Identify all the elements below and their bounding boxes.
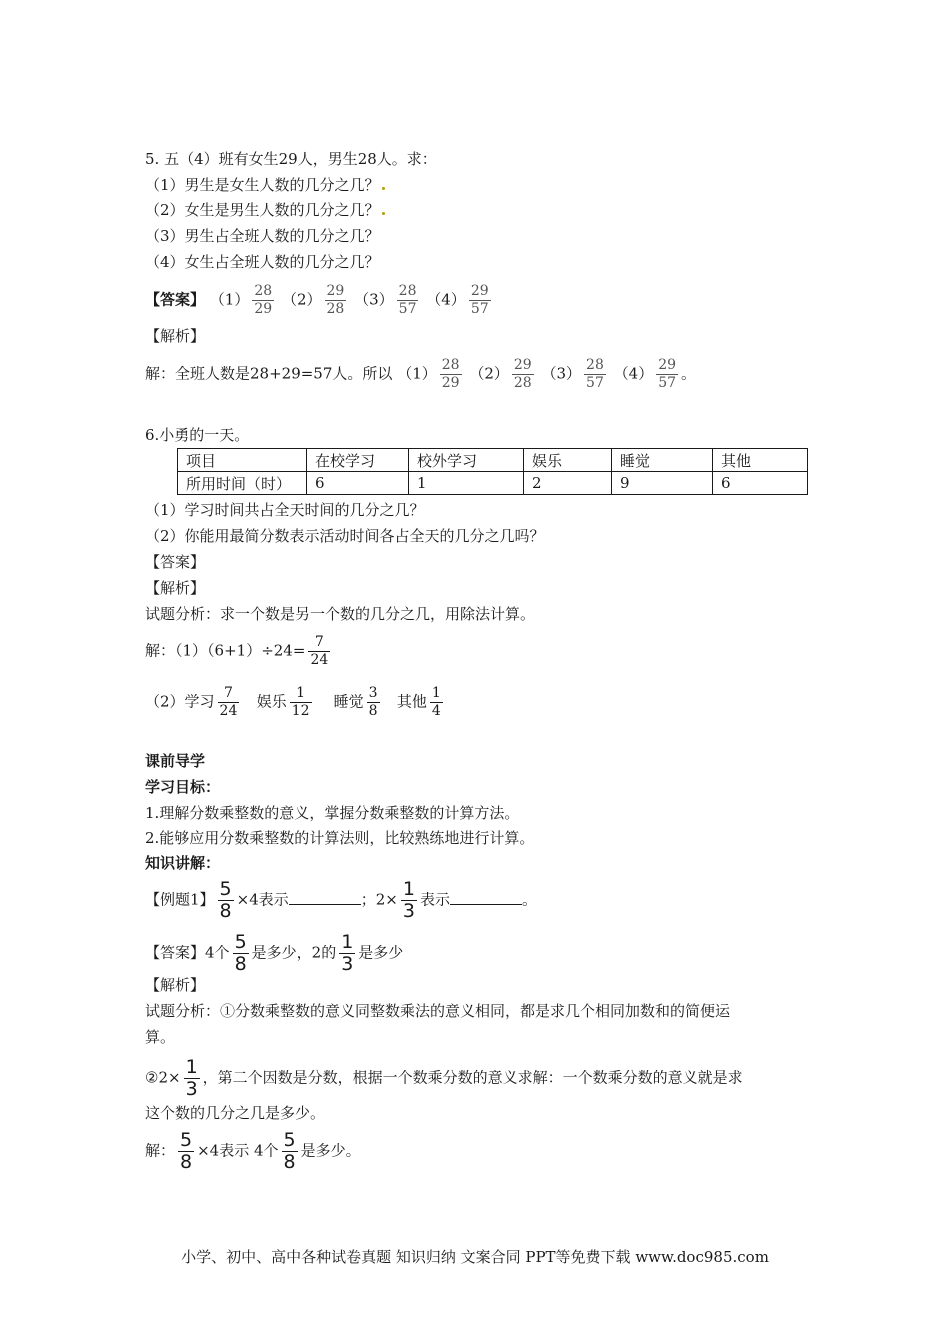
answer-blank — [289, 890, 361, 905]
page-footer: 小学、初中、高中各种试卷真题 知识归纳 文案合同 PPT等免费下载 www.doc985.com — [181, 1248, 769, 1266]
goals-heading: 学习目标： — [145, 778, 221, 796]
q5-item-3: （3）男生占全班人数的几分之几？ — [145, 227, 380, 245]
fraction: $\frac{29}{28}$ — [326, 283, 345, 317]
table-cell: 其他 — [713, 449, 808, 472]
example-solution: 解： $\frac{5}{8}$ ×4表示 4个 $\frac{5}{8}$ 是多少。 — [145, 1129, 361, 1173]
table-cell: 2 — [524, 472, 612, 495]
q5-solution: 解：全班人数是28+29=57人。所以 （1） $\frac{28}{29}$ （2） $\frac{29}{28}$ （3） $\frac{28}{57}$ （4） $\frac{29}{57}$ 。 — [145, 357, 697, 391]
knowledge-heading: 知识讲解： — [145, 854, 221, 872]
fraction: $\frac{1}{3}$ — [402, 878, 415, 922]
example-1: 【例题1】 $\frac{5}{8}$ ×4表示 ；2× $\frac{1}{3}$ 表示 。 — [145, 878, 538, 922]
fraction: $\frac{5}{8}$ — [283, 1129, 296, 1173]
goal-1: 1.理解分数乘整数的意义，掌握分数乘整数的计算方法。 — [145, 804, 520, 822]
fraction: $\frac{28}{29}$ — [254, 283, 273, 317]
q6-title: 6.小勇的一天。 — [145, 426, 250, 444]
q5-item-2: （2）女生是男生人数的几分之几？ — [145, 199, 385, 221]
q6-item-2: （2）你能用最简分数表示活动时间各占全天的几分之几吗？ — [145, 527, 545, 545]
analysis-line-2: 算。 — [145, 1028, 176, 1046]
analysis-line-1: 试题分析：①分数乘整数的意义同整数乘法的意义相同，都是求几个相同加数和的简便运 — [145, 1002, 731, 1020]
q6-answer-label: 【答案】 — [145, 553, 206, 571]
q6-analysis-label: 【解析】 — [145, 579, 206, 597]
table-cell: 1 — [409, 472, 524, 495]
goal-2: 2.能够应用分数乘整数的计算法则，比较熟练地进行计算。 — [145, 829, 535, 847]
fraction: $\frac{29}{57}$ — [658, 357, 677, 391]
example-analysis-label: 【解析】 — [145, 976, 206, 994]
table-cell: 项目 — [178, 449, 307, 472]
table-cell: 所用时间（时） — [178, 472, 307, 495]
fraction: $\frac{29}{57}$ — [470, 283, 489, 317]
fraction: $\frac{5}{8}$ — [234, 931, 247, 975]
analysis-line-3: ②2× $\frac{1}{3}$ ，第二个因数是分数，根据一个数乘分数的意义求解：一个数乘分数的意义就是求 — [145, 1056, 743, 1100]
table-row — [178, 472, 808, 495]
answer-blank — [450, 890, 522, 905]
q6-solution-1: 解：（1）（6+1）÷24= $\frac{7}{24}$ — [145, 634, 329, 668]
q5-item-1: （1）男生是女生人数的几分之几？ — [145, 174, 385, 196]
q6-analysis: 试题分析：求一个数是另一个数的几分之几，用除法计算。 — [145, 605, 536, 623]
section-heading: 课前导学 — [145, 752, 206, 770]
table-header-row — [178, 449, 808, 472]
q6-item-1: （1）学习时间共占全天时间的几分之几？ — [145, 501, 425, 519]
q5-analysis-label: 【解析】 — [145, 327, 206, 345]
table-cell: 校外学习 — [409, 449, 524, 472]
q5-answer: 【答案】 （1） $\frac{28}{29}$ （2） $\frac{29}{28}$ （3） $\frac{28}{57}$ （4） $\frac{29}{57}$ — [145, 283, 489, 317]
fraction: $\frac{29}{28}$ — [513, 357, 532, 391]
fraction: $\frac{28}{57}$ — [586, 357, 604, 391]
fraction: $\frac{5}{8}$ — [180, 1129, 193, 1173]
example-answer: 【答案】4个 $\frac{5}{8}$ 是多少，2的 $\frac{1}{3}$ 是多少 — [145, 931, 404, 975]
fraction: $\frac{3}{8}$ — [368, 685, 378, 719]
fraction: $\frac{28}{29}$ — [441, 357, 460, 391]
fraction: $\frac{1}{12}$ — [291, 685, 310, 719]
table-cell: 睡觉 — [612, 449, 713, 472]
fraction: $\frac{1}{3}$ — [341, 931, 354, 975]
table-cell: 娱乐 — [524, 449, 612, 472]
analysis-line-4: 这个数的几分之几是多少。 — [145, 1104, 326, 1122]
q6-solution-2: （2）学习 $\frac{7}{24}$ 娱乐 $\frac{1}{12}$ 睡觉 $\frac{3}{8}$ 其他 $\frac{1}{4}$ — [145, 685, 441, 719]
table-cell: 9 — [612, 472, 713, 495]
table-cell: 6 — [307, 472, 409, 495]
fraction: $\frac{28}{57}$ — [398, 283, 417, 317]
table-cell: 6 — [713, 472, 808, 495]
fraction: $\frac{7}{24}$ — [219, 685, 238, 719]
fraction: $\frac{7}{24}$ — [310, 634, 329, 668]
q5-title: 5. 五（4）班有女生29人，男生28人。求： — [145, 150, 437, 168]
fraction: $\frac{5}{8}$ — [219, 878, 232, 922]
time-table — [177, 448, 808, 495]
fraction: $\frac{1}{3}$ — [185, 1056, 198, 1100]
table-cell: 在校学习 — [307, 449, 409, 472]
fraction: $\frac{1}{4}$ — [431, 685, 441, 719]
q5-item-4: （4）女生占全班人数的几分之几？ — [145, 253, 380, 271]
